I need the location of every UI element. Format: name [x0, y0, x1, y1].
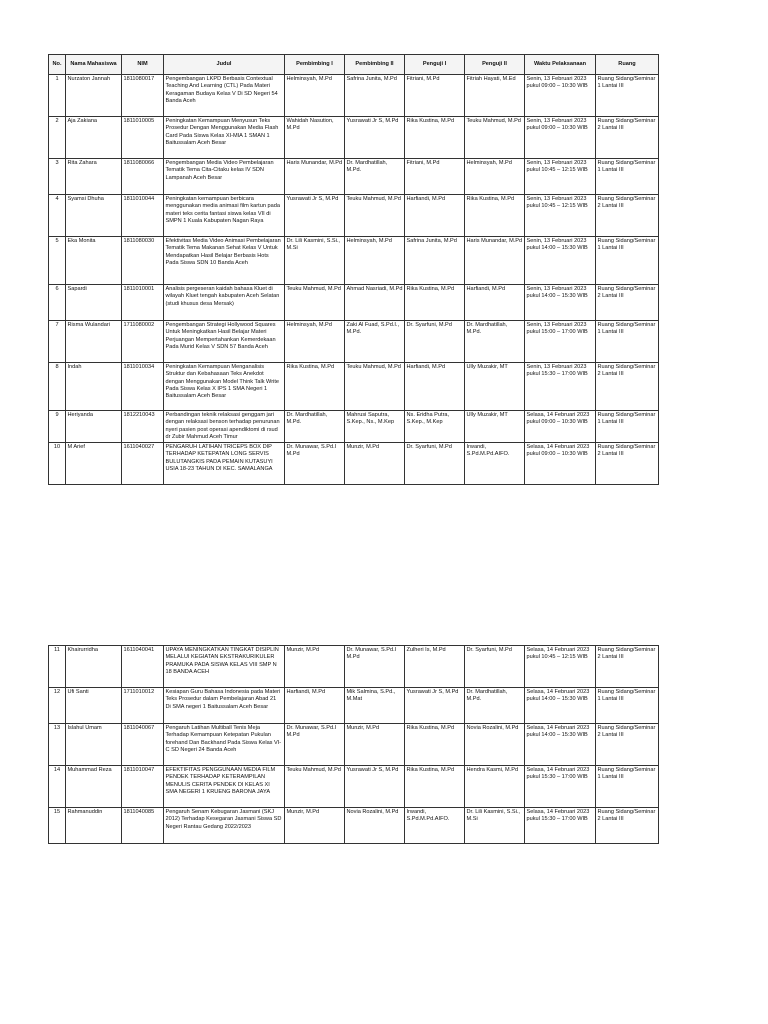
cell-waktu: Selasa, 14 Februari 2023 pukul 15:30 – 17:00 WIB	[525, 808, 596, 844]
cell-nim: 1811080017	[122, 75, 164, 117]
cell-judul: Pengembangan Media Video Pembelajaran Tematik Tema Cita-Citaku kelas IV SDN Lampanah Aceh Besar	[164, 159, 285, 195]
cell-penguji-1: Rika Kustina, M.Pd	[405, 724, 465, 766]
cell-nama: M Arief	[66, 443, 122, 485]
cell-pembimbing-1: Haris Munandar, M.Pd	[285, 159, 345, 195]
header-nim: NIM	[122, 55, 164, 75]
cell-ruang: Ruang Sidang/Seminar 2 Lantai III	[596, 363, 659, 411]
header-no: No.	[49, 55, 66, 75]
cell-pembimbing-2: Zaki Al Fuad, S.Pd.I., M.Pd.	[345, 321, 405, 363]
cell-pembimbing-2: Ahmad Nasriadi, M.Pd	[345, 285, 405, 321]
table-row	[49, 688, 659, 724]
cell-pembimbing-1: Dr. Lili Kasmini, S.Si., M.Si	[285, 237, 345, 285]
cell-ruang: Ruang Sidang/Seminar 1 Lantai III	[596, 321, 659, 363]
cell-pembimbing-1: Teuku Mahmud, M.Pd	[285, 766, 345, 808]
cell-pembimbing-1: Dr. Mardhatillah, M.Pd.	[285, 411, 345, 443]
cell-ruang: Ruang Sidang/Seminar 2 Lantai III	[596, 646, 659, 688]
cell-nama: Aja Zakiana	[66, 117, 122, 159]
cell-pembimbing-2: Dr. Munawar, S.Pd.I M.Pd	[345, 646, 405, 688]
cell-judul: Perbandingan teknik relaksasi genggam jari dengan relaksasi benson terhadap penurunan nyeri pasien post operasi apendiktomi di rsud dr Zubir Mahmud Aceh Timur	[164, 411, 285, 443]
cell-penguji-1: Rika Kustina, M.Pd	[405, 117, 465, 159]
cell-pembimbing-1: Munzir, M.Pd	[285, 646, 345, 688]
cell-judul: Peningkatan Kemampuan Menyusun Teks Prosedur Dengan Menggunakan Media Flash Card Pada Siswa Kelas XI-MIA 1 SMAN 1 Baitussalam Aceh Besar	[164, 117, 285, 159]
cell-ruang: Ruang Sidang/Seminar 1 Lantai III	[596, 766, 659, 808]
cell-no: 4	[49, 195, 66, 237]
cell-nim: 1711010012	[122, 688, 164, 724]
cell-judul: Pengembangan LKPD Berbasis Contextual Teaching And Learning (CTL) Pada Materi Keragaman Budaya Kelas V Di SD Negeri 54 Banda Aceh	[164, 75, 285, 117]
table-row	[49, 363, 659, 411]
header-waktu: Waktu Pelaksanaan	[525, 55, 596, 75]
table-row	[49, 443, 659, 485]
cell-ruang: Ruang Sidang/Seminar 2 Lantai III	[596, 808, 659, 844]
cell-no: 2	[49, 117, 66, 159]
cell-penguji-1: Harfiandi, M.Pd	[405, 363, 465, 411]
cell-nama: Eka Monita	[66, 237, 122, 285]
cell-no: 11	[49, 646, 66, 688]
cell-penguji-2: Ully Muzakir, MT	[465, 411, 525, 443]
cell-waktu: Senin, 13 Februari 2023 pukul 15:00 – 17:00 WIB	[525, 321, 596, 363]
cell-ruang: Ruang Sidang/Seminar 2 Lantai III	[596, 724, 659, 766]
cell-nama: Islahul Umam	[66, 724, 122, 766]
cell-nama: Rita Zahara	[66, 159, 122, 195]
cell-pembimbing-2: Yusrawati Jr S, M.Pd	[345, 117, 405, 159]
cell-penguji-2: Irwandi, S.Pd.M.Pd.AIFO.	[465, 443, 525, 485]
cell-no: 13	[49, 724, 66, 766]
cell-no: 1	[49, 75, 66, 117]
cell-ruang: Ruang Sidang/Seminar 2 Lantai III	[596, 285, 659, 321]
cell-nama: Risma Wulandari	[66, 321, 122, 363]
cell-penguji-2: Teuku Mahmud, M.Pd	[465, 117, 525, 159]
cell-pembimbing-1: Harfiandi, M.Pd	[285, 688, 345, 724]
cell-penguji-1: Safrina Junita, M.Pd	[405, 237, 465, 285]
cell-penguji-1: Harfiandi, M.Pd	[405, 195, 465, 237]
cell-penguji-1: Dr. Syarfuni, M.Pd	[405, 321, 465, 363]
cell-no: 15	[49, 808, 66, 844]
cell-nama: Khairurridha	[66, 646, 122, 688]
cell-pembimbing-2: Yusrawati Jr S, M.Pd	[345, 766, 405, 808]
cell-penguji-1: Fitriani, M.Pd	[405, 75, 465, 117]
cell-no: 8	[49, 363, 66, 411]
cell-waktu: Selasa, 14 Februari 2023 pukul 15:30 – 17:00 WIB	[525, 766, 596, 808]
cell-nama: Indah	[66, 363, 122, 411]
cell-pembimbing-1: Munzir, M.Pd	[285, 808, 345, 844]
cell-nama: Ufi Santi	[66, 688, 122, 724]
cell-waktu: Senin, 13 Februari 2023 pukul 09:00 – 10:30 WIB	[525, 117, 596, 159]
cell-penguji-1: Ns. Eridha Putra, S.Kep., M.Kep	[405, 411, 465, 443]
cell-judul: Pengaruh Latihan Multiball Tenis Meja Terhadap Kemampuan Ketepatan Pukulan forehand Dan Backhand Pada Siswa Kelas VI-C SD Negeri 24 Banda Aceh	[164, 724, 285, 766]
cell-pembimbing-1: Rika Kustina, M.Pd	[285, 363, 345, 411]
cell-no: 12	[49, 688, 66, 724]
cell-waktu: Selasa, 14 Februari 2023 pukul 14:00 – 15:30 WIB	[525, 688, 596, 724]
cell-penguji-1: Yusrawati Jr S, M.Pd	[405, 688, 465, 724]
cell-no: 5	[49, 237, 66, 285]
cell-nim: 1811010047	[122, 766, 164, 808]
cell-no: 7	[49, 321, 66, 363]
cell-pembimbing-1: Wahidah Nasution, M.Pd	[285, 117, 345, 159]
table-row	[49, 411, 659, 443]
cell-pembimbing-2: Mik Salmina, S.Pd., M.Mat	[345, 688, 405, 724]
cell-penguji-2: Dr. Syarfuni, M.Pd	[465, 646, 525, 688]
cell-pembimbing-2: Munzir, M.Pd	[345, 724, 405, 766]
header-nama: Nama Mahasiswa	[66, 55, 122, 75]
table-row	[49, 75, 659, 117]
cell-penguji-2: Hendra Kasmi, M.Pd	[465, 766, 525, 808]
header-ruang: Ruang	[596, 55, 659, 75]
cell-waktu: Selasa, 14 Februari 2023 pukul 09:00 – 10:30 WIB	[525, 411, 596, 443]
cell-waktu: Senin, 13 Februari 2023 pukul 15:30 – 17:00 WIB	[525, 363, 596, 411]
cell-no: 9	[49, 411, 66, 443]
cell-penguji-2: Harfiandi, M.Pd	[465, 285, 525, 321]
table-row	[49, 808, 659, 844]
cell-judul: UPAYA MENINGKATKAN TINGKAT DISIPLIN MELALUI KEGIATAN EKSTRAKURIKULER PRAMUKA PADA SISWA KELAS VIII SMP N 18 BANDA ACEH	[164, 646, 285, 688]
cell-waktu: Senin, 13 Februari 2023 pukul 10:45 – 12:15 WIB	[525, 159, 596, 195]
cell-ruang: Ruang Sidang/Seminar 1 Lantai III	[596, 411, 659, 443]
cell-judul: Kesiapan Guru Bahasa Indonesia pada Materi Teks Prosedur dalam Pembelajaran Abad 21 Di SMA negeri 1 Baitussalam Aceh Besar	[164, 688, 285, 724]
cell-ruang: Ruang Sidang/Seminar 1 Lantai III	[596, 237, 659, 285]
cell-penguji-1: Dr. Syarfuni, M.Pd	[405, 443, 465, 485]
cell-judul: Pengaruh Senam Kebugaran Jasmani (SKJ 2012) Terhadap Kesegaran Jasmani Siswa SD Negeri Rantau Gedang 2022/2023	[164, 808, 285, 844]
cell-nim: 1611040041	[122, 646, 164, 688]
cell-judul: Peningkatan Kemampuan Menganalisis Struktur dan Kebahasaan Teks Anekdot dengan Menggunakan Model Think Talk Write Pada Siswa Kelas X IPS 1 SMA Negeri 1 Baitussalam Aceh Besar	[164, 363, 285, 411]
cell-pembimbing-2: Novia Rozalini, M.Pd	[345, 808, 405, 844]
cell-nim: 1812210043	[122, 411, 164, 443]
cell-ruang: Ruang Sidang/Seminar 1 Lantai III	[596, 75, 659, 117]
cell-pembimbing-1: Dr. Munawar, S.Pd.I M.Pd	[285, 443, 345, 485]
cell-pembimbing-2: Teuku Mahmud, M.Pd	[345, 363, 405, 411]
cell-penguji-2: Dr. Mardhatillah, M.Pd.	[465, 321, 525, 363]
cell-ruang: Ruang Sidang/Seminar 2 Lantai III	[596, 195, 659, 237]
cell-nama: Muhammad Reza	[66, 766, 122, 808]
cell-no: 10	[49, 443, 66, 485]
cell-nim: 1811010044	[122, 195, 164, 237]
cell-pembimbing-1: Dr. Munawar, S.Pd.I M.Pd	[285, 724, 345, 766]
schedule-table-page-1	[48, 54, 659, 485]
cell-pembimbing-1: Teuku Mahmud, M.Pd	[285, 285, 345, 321]
cell-judul: Peningkatan kemampuan berbicara menggunakan media animasi film kartun pada materi teks cerita fantasi siswa kelas VII di SMPN 1 Kuala Kabupaten Nagan Raya	[164, 195, 285, 237]
cell-judul: Pengembangan Strategi Hollywood Squares Untuk Meningkatkan Hasil Belajar Materi Perjuangan Mempertahankan Kemerdekaan Pada Murid Kelas V SDN 57 Banda Aceh	[164, 321, 285, 363]
table-row	[49, 117, 659, 159]
cell-judul: PENGARUH LATIHAN TRICEPS BOX DIP TERHADAP KETEPATAN LONG SERVIS BULUTANGKIS PADA PEMAIN KUTASUYI USIA 18-23 TAHUN DI KEC. SAMALANGA	[164, 443, 285, 485]
cell-no: 3	[49, 159, 66, 195]
cell-pembimbing-1: Yusrawati Jr S, M.Pd	[285, 195, 345, 237]
cell-pembimbing-2: Teuku Mahmud, M.Pd	[345, 195, 405, 237]
cell-penguji-2: Fitriah Hayati, M.Ed	[465, 75, 525, 117]
cell-pembimbing-2: Mahrusi Saputra, S.Kep., Ns., M.Kep	[345, 411, 405, 443]
cell-nim: 1811040085	[122, 808, 164, 844]
cell-nama: Rahmanuddin	[66, 808, 122, 844]
cell-ruang: Ruang Sidang/Seminar 2 Lantai III	[596, 117, 659, 159]
cell-waktu: Senin, 13 Februari 2023 pukul 10:45 – 12:15 WIB	[525, 195, 596, 237]
cell-ruang: Ruang Sidang/Seminar 1 Lantai III	[596, 688, 659, 724]
cell-ruang: Ruang Sidang/Seminar 2 Lantai III	[596, 443, 659, 485]
header-penguji-2: Penguji II	[465, 55, 525, 75]
table-row	[49, 766, 659, 808]
table-row	[49, 159, 659, 195]
cell-waktu: Senin, 13 Februari 2023 pukul 14:00 – 15:30 WIB	[525, 237, 596, 285]
cell-waktu: Senin, 13 Februari 2023 pukul 09:00 – 10:30 WIB	[525, 75, 596, 117]
cell-penguji-1: Rika Kustina, M.Pd	[405, 766, 465, 808]
cell-penguji-2: Rika Kustina, M.Pd	[465, 195, 525, 237]
cell-penguji-2: Haris Munandar, M.Pd	[465, 237, 525, 285]
cell-ruang: Ruang Sidang/Seminar 1 Lantai III	[596, 159, 659, 195]
cell-penguji-2: Dr. Mardhatillah, M.Pd.	[465, 688, 525, 724]
table-body-page-1	[49, 75, 659, 485]
table-header-row	[49, 55, 659, 75]
cell-penguji-1: Fitriani, M.Pd	[405, 159, 465, 195]
header-judul: Judul	[164, 55, 285, 75]
cell-nama: Sapardi	[66, 285, 122, 321]
cell-pembimbing-1: Helminsyah, M.Pd	[285, 75, 345, 117]
cell-penguji-2: Ully Muzakir, MT	[465, 363, 525, 411]
cell-nim: 1811080066	[122, 159, 164, 195]
cell-pembimbing-2: Munzir, M.Pd	[345, 443, 405, 485]
cell-waktu: Selasa, 14 Februari 2023 pukul 14:00 – 15:30 WIB	[525, 724, 596, 766]
header-pembimbing-1: Pembimbing I	[285, 55, 345, 75]
cell-nim: 1611040027	[122, 443, 164, 485]
cell-judul: Analisis pergeseran kaidah bahasa Kluet di wilayah Kluet tengah kabupaten Aceh Selatan (studi khusus desa Mersak)	[164, 285, 285, 321]
cell-nim: 1811080030	[122, 237, 164, 285]
cell-penguji-1: Irwandi, S.Pd.M.Pd.AIFO.	[405, 808, 465, 844]
table-row	[49, 237, 659, 285]
cell-judul: Efektivitas Media Video Animasi Pembelajaran Tematik Tema Makanan Sehat Kelas V Untuk Mendapatkan Hasil Belajar Berbasis Hots Pada Siswa SDN 10 Banda Aceh	[164, 237, 285, 285]
cell-penguji-2: Helminsyah, M.Pd	[465, 159, 525, 195]
header-penguji-1: Penguji I	[405, 55, 465, 75]
header-pembimbing-2: Pembimbing II	[345, 55, 405, 75]
table-row	[49, 646, 659, 688]
cell-penguji-2: Dr. Lili Kasmini, S.Si., M.Si	[465, 808, 525, 844]
schedule-table-page-2	[48, 645, 659, 844]
cell-no: 14	[49, 766, 66, 808]
cell-penguji-2: Novia Rozalini, M.Pd	[465, 724, 525, 766]
cell-waktu: Selasa, 14 Februari 2023 pukul 09:00 – 10:30 WIB	[525, 443, 596, 485]
cell-nama: Heriyanda	[66, 411, 122, 443]
table-body-page-2	[49, 646, 659, 844]
cell-pembimbing-2: Safrina Junita, M.Pd	[345, 75, 405, 117]
cell-nama: Nurzaton Jannah	[66, 75, 122, 117]
cell-nama: Syamsi Dhuha	[66, 195, 122, 237]
table-row	[49, 195, 659, 237]
cell-pembimbing-2: Helminsyah, M.Pd	[345, 237, 405, 285]
table-row	[49, 285, 659, 321]
cell-judul: EFEKTIFITAS PENGGUNAAN MEDIA FILM PENDEK TERHADAP KETERAMPILAN MENULIS CERITA PENDEK DI KELAS XI SMA NEGERI 1 KRUENG BARONA JAYA	[164, 766, 285, 808]
cell-nim: 1711080002	[122, 321, 164, 363]
cell-no: 6	[49, 285, 66, 321]
cell-penguji-1: Zulheri Is, M.Pd	[405, 646, 465, 688]
cell-pembimbing-2: Dr. Mardhatillah, M.Pd.	[345, 159, 405, 195]
table-row	[49, 321, 659, 363]
table-row	[49, 724, 659, 766]
cell-penguji-1: Rika Kustina, M.Pd	[405, 285, 465, 321]
cell-nim: 1811040067	[122, 724, 164, 766]
cell-waktu: Senin, 13 Februari 2023 pukul 14:00 – 15:30 WIB	[525, 285, 596, 321]
cell-waktu: Selasa, 14 Februari 2023 pukul 10:45 – 12:15 WIB	[525, 646, 596, 688]
cell-nim: 1811010034	[122, 363, 164, 411]
cell-nim: 1811010001	[122, 285, 164, 321]
cell-pembimbing-1: Helminsyah, M.Pd	[285, 321, 345, 363]
cell-nim: 1811010005	[122, 117, 164, 159]
